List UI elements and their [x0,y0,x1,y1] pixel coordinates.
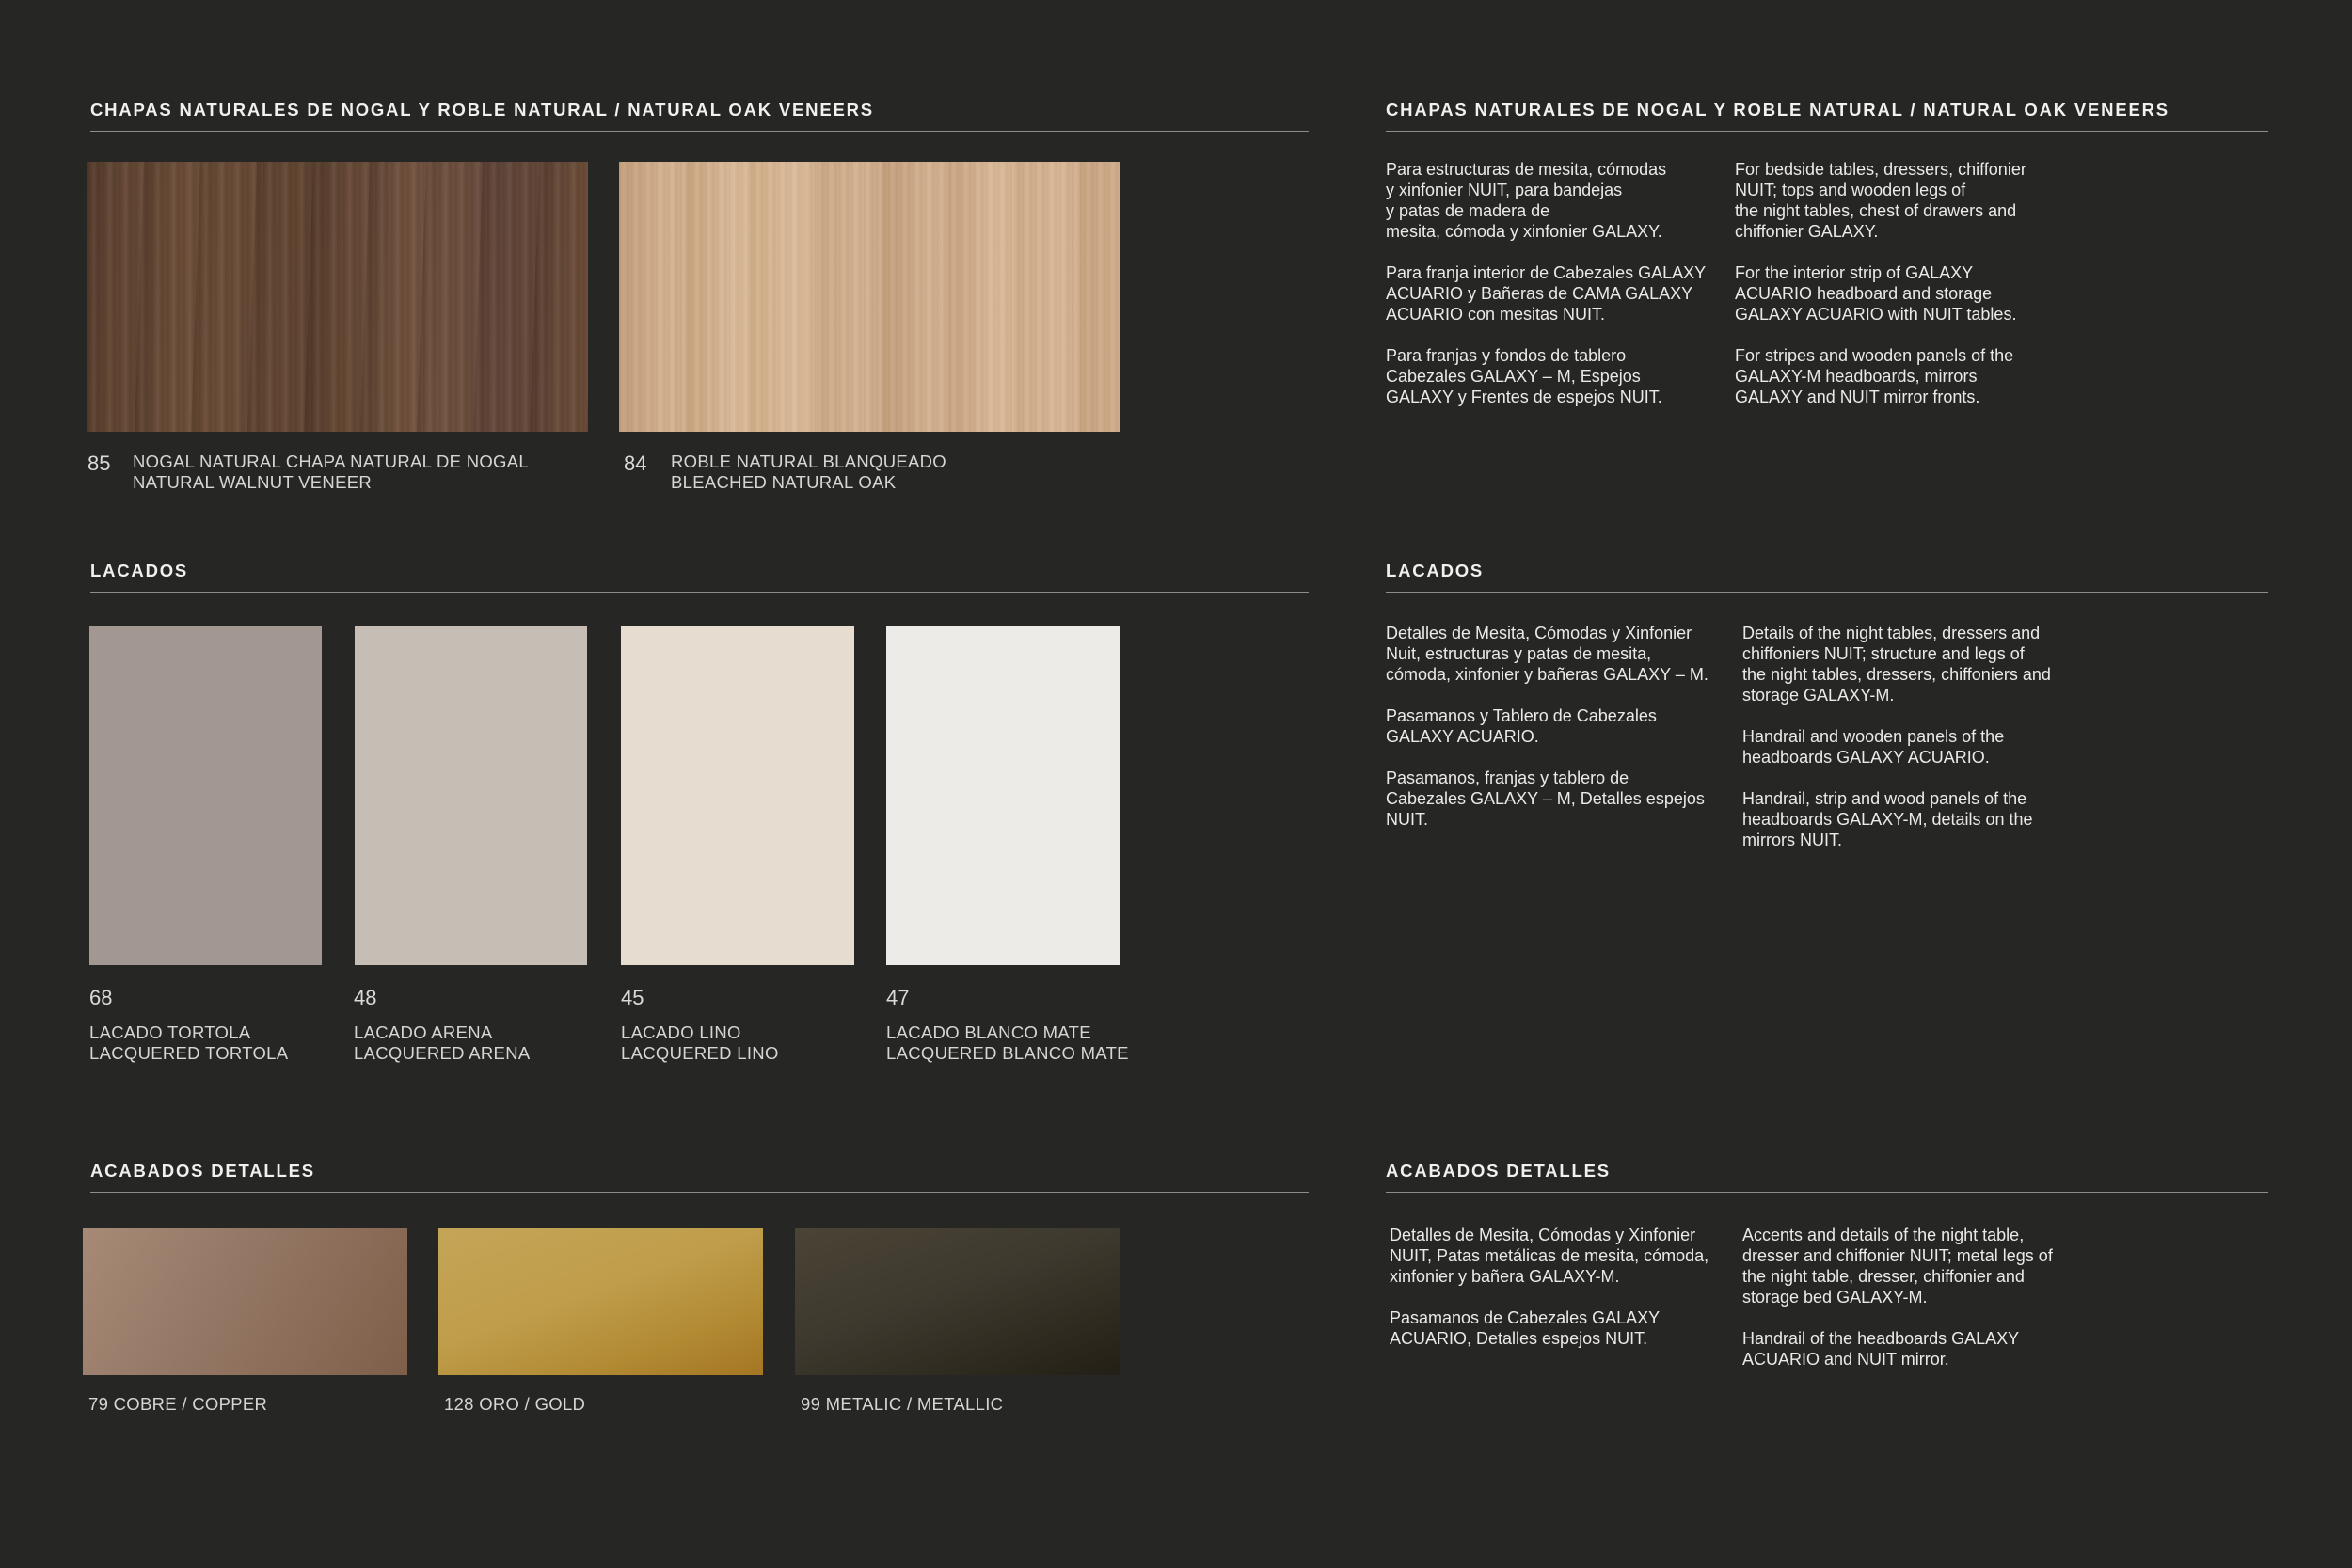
details-divider-left [90,1192,1309,1193]
lacquers-es-paragraph: Detalles de Mesita, Cómodas y Xinfonier Nuit, estructuras y patas de mesita, cómoda, xinfonier y bañeras GALAXY – M. [1386,624,1708,684]
veneers-en-paragraph: For the interior strip of GALAXY ACUARIO headboard and storage GALAXY ACUARIO with NUIT tables. [1735,263,2017,324]
lacquer-arena-swatch [355,626,587,965]
gold-caption [444,1394,585,1415]
details-text-en [1742,1225,2100,1370]
veneers-en-paragraph: For stripes and wooden panels of the GALAXY-M headboards, mirrors GALAXY and NUIT mirror fronts. [1735,346,2014,406]
lacquers-divider-right [1386,592,2268,593]
veneers-divider-left [90,131,1309,132]
walnut-caption [133,451,529,493]
copper-caption [88,1394,267,1415]
lacquers-title-left: LACADOS [90,561,189,580]
veneers-text-en [1735,159,2092,407]
oak-code: 84 [624,451,647,475]
lacquers-en-paragraph: Details of the night tables, dressers and chiffoniers NUIT; structure and legs of the night tables, dressers, chiffoniers and storage GALAXY-M. [1742,624,2051,705]
details-title-right: ACABADOS DETALLES [1386,1161,1611,1180]
oak-caption-es: ROBLE NATURAL BLANQUEADO [671,451,946,471]
veneers-divider-right [1386,131,2268,132]
arena-caption [354,1022,531,1064]
tortola-code: 68 [89,986,113,1009]
lacquers-text-en [1742,623,2100,850]
veneers-title-left: CHAPAS NATURALES DE NOGAL Y ROBLE NATURAL / NATURAL OAK VENEERS [90,100,874,119]
lino-caption-es: LACADO LINO [621,1022,741,1042]
veneers-es-paragraph: Para franjas y fondos de tablero Cabezales GALAXY – M, Espejos GALAXY y Frentes de espejos NUIT. [1386,346,1662,406]
walnut-caption-en: NATURAL WALNUT VENEER [133,472,373,492]
blanco-mate-code: 47 [886,986,910,1009]
walnut-code: 85 [87,451,111,475]
walnut-caption-es: NOGAL NATURAL CHAPA NATURAL DE NOGAL [133,451,529,471]
lacquer-tortola-swatch [89,626,322,965]
lacquers-text-es [1386,623,1734,830]
lacquers-es-paragraph: Pasamanos, franjas y tablero de Cabezales GALAXY – M, Detalles espejos NUIT. [1386,768,1705,829]
veneers-title-right: CHAPAS NATURALES DE NOGAL Y ROBLE NATURAL / NATURAL OAK VENEERS [1386,100,2169,119]
copper-label: 79 COBRE / COPPER [88,1394,268,1414]
arena-caption-en: LACQUERED ARENA [354,1043,531,1063]
lacquers-en-paragraph: Handrail and wooden panels of the headboards GALAXY ACUARIO. [1742,727,2005,767]
details-es-paragraph: Detalles de Mesita, Cómodas y Xinfonier NUIT, Patas metálicas de mesita, cómoda, xinfonier y bañera GALAXY-M. [1390,1226,1709,1286]
lacquer-lino-swatch [621,626,854,965]
tortola-caption-es: LACADO TORTOLA [89,1022,251,1042]
oak-caption-en: BLEACHED NATURAL OAK [671,472,897,492]
arena-caption-es: LACADO ARENA [354,1022,493,1042]
blanco-mate-caption-es: LACADO BLANCO MATE [886,1022,1091,1042]
veneers-es-paragraph: Para franja interior de Cabezales GALAXY ACUARIO y Bañeras de CAMA GALAXY ACUARIO con mesitas NUIT. [1386,263,1707,324]
lacquers-en-paragraph: Handrail, strip and wood panels of the headboards GALAXY-M, details on the mirrors NUIT. [1742,789,2033,849]
metallic-swatch [795,1228,1120,1375]
bleached-oak-swatch [619,162,1120,432]
walnut-veneer-swatch [87,162,588,432]
gold-swatch [438,1228,763,1375]
lino-code: 45 [621,986,644,1009]
details-es-paragraph: Pasamanos de Cabezales GALAXY ACUARIO, Detalles espejos NUIT. [1390,1308,1661,1348]
details-divider-right [1386,1192,2268,1193]
veneers-es-paragraph: Para estructuras de mesita, cómodas y xinfonier NUIT, para bandejas y patas de madera de mesita, cómoda y xinfonier GALAXY. [1386,160,1667,241]
oak-caption [671,451,946,493]
gold-label: 128 ORO / GOLD [444,1394,586,1414]
veneers-text-es [1386,159,1724,407]
copper-swatch [83,1228,407,1375]
blanco-mate-caption-en: LACQUERED BLANCO MATE [886,1043,1129,1063]
details-title-left: ACABADOS DETALLES [90,1161,315,1180]
lino-caption-en: LACQUERED LINO [621,1043,779,1063]
details-en-paragraph: Handrail of the headboards GALAXY ACUARIO and NUIT mirror. [1742,1329,2020,1369]
blanco-mate-caption [886,1022,1129,1064]
lacquers-title-right: LACADOS [1386,561,1485,580]
tortola-caption-en: LACQUERED TORTOLA [89,1043,289,1063]
metallic-caption [801,1394,1003,1415]
details-en-paragraph: Accents and details of the night table, dresser and chiffonier NUIT; metal legs of the night table, dresser, chiffonier and storage bed GALAXY-M. [1742,1226,2053,1307]
details-text-es [1390,1225,1738,1349]
lacquers-es-paragraph: Pasamanos y Tablero de Cabezales GALAXY ACUARIO. [1386,706,1657,746]
tortola-caption [89,1022,288,1064]
veneers-en-paragraph: For bedside tables, dressers, chiffonier NUIT; tops and wooden legs of the night tables, chest of drawers and chiffonier GALAXY. [1735,160,2026,241]
lacquers-divider-left [90,592,1309,593]
lacquer-blanco-mate-swatch [886,626,1120,965]
lino-caption [621,1022,779,1064]
metallic-label: 99 METALIC / METALLIC [801,1394,1004,1414]
arena-code: 48 [354,986,377,1009]
